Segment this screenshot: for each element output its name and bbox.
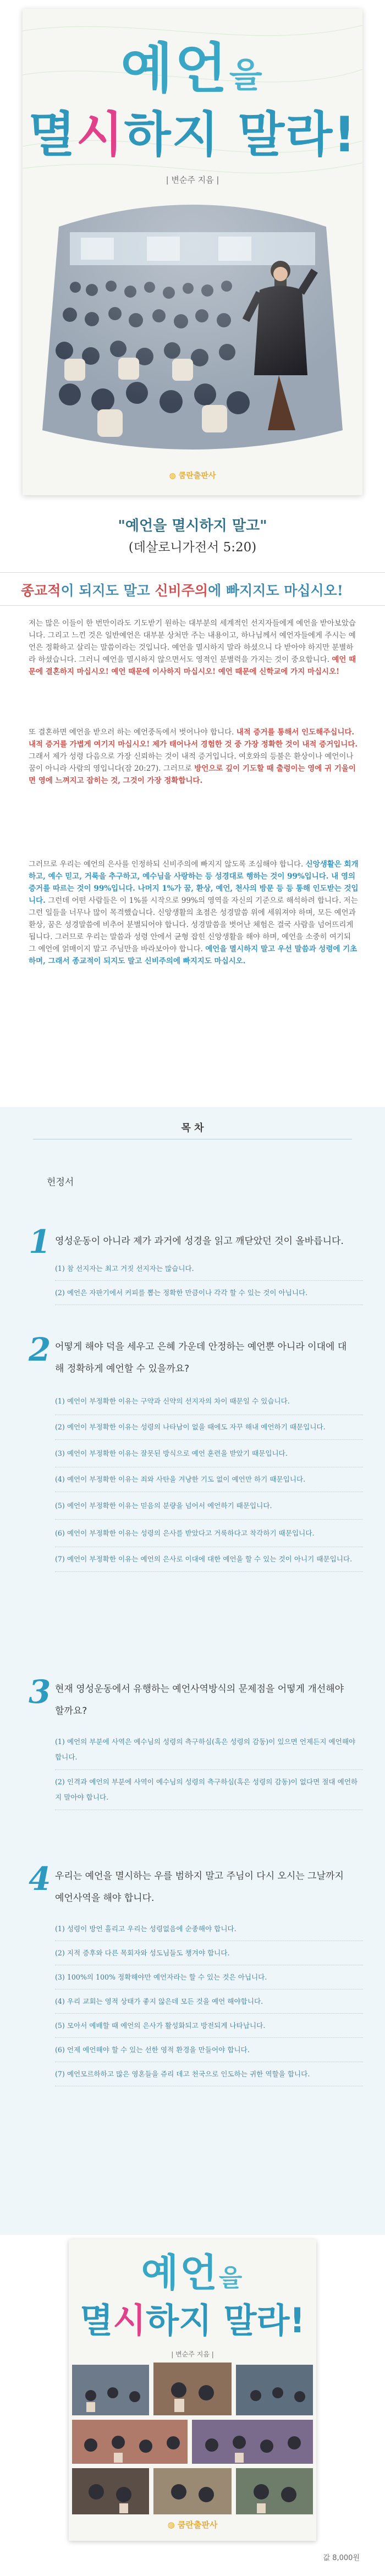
toc-item: (7) 예언이 부정확한 이유는 예언의 은사로 이대에 대한 예언을 할 수 있는 것이 아니기 때문입니다.: [55, 1547, 363, 1572]
toc-item: (4) 예언이 부정확한 이유는 죄와 사탄을 겨냥한 기도 없이 예언만 하기 때문입니다.: [55, 1467, 363, 1492]
verse-reference: (데살로니가전서 5:20): [128, 540, 257, 555]
toc-item: (1) 예언이 부정확한 이유는 구약과 신약의 선지자의 차이 때문일 수 있습니다.: [55, 1388, 363, 1415]
chapter-items: [55, 1388, 363, 1572]
chapter-number: 4: [29, 1860, 51, 1898]
toc-item: (2) 지적 증후와 다른 목회자와 성도님들도 챙겨야 합니다.: [55, 1941, 363, 1965]
kumran-logo-icon: ◍: [167, 2520, 178, 2530]
chapter-items: [55, 1730, 363, 1810]
divider: [0, 572, 385, 573]
headline: 종교적이 되지도 말고 신비주의에 빠지지도 마십시오!: [21, 583, 343, 599]
kumran-logo-icon: ◍: [169, 472, 179, 480]
toc-item: (3) 예언이 부정확한 이유는 잘못된 방식으로 예언 훈련을 받았기 때문입니다.: [55, 1440, 363, 1467]
toc-item: (2) 예언이 부정확한 이유는 성령의 나타남이 없을 때에도 자꾸 해내 예언하기 때문입니다.: [55, 1415, 363, 1440]
chapter-items: [55, 1257, 363, 1305]
toc-item: (4) 우리 교회는 영적 상태가 좋지 않은데 모든 것을 예언 해야합니다.: [55, 1989, 363, 2014]
toc-item: (5) 예언이 부정확한 이유는 믿음의 분량을 넘어서 예언하기 때문입니다.: [55, 1492, 363, 1520]
toc-item: (1) 예언의 부분에 사역은 예수님의 성령의 측구하심(혹은 성령의 감동)이 있으면 언제든지 예언해야 합니다.: [55, 1730, 363, 1770]
cover-title-line2: 멸시하지 말라!: [28, 106, 357, 163]
toc-item: (5) 모아서 예배할 때 예언의 은사가 활성화되고 방전되게 나타납니다.: [55, 2014, 363, 2038]
chapter-title: 어떻게 해야 덕을 세우고 은혜 가운데 안정하는 예언뿐 아니라 이대에 대해 정확하게 예언할 수 있을까요?: [55, 1341, 347, 1374]
price-label: 값 8,000원: [323, 2554, 360, 2562]
chapter-title: 우리는 예언을 멸시하는 우를 범하지 말고 주님이 다시 오시는 그날까지 예언사역을 해야 합니다.: [55, 1871, 344, 1904]
cover-title-line1: 예언을: [120, 37, 265, 100]
intro-paragraph-3: 그러므로 우리는 예언의 은사를 인정하되 신비주의에 빠지지 않도록 조심해야 합니다. 신앙생활은 회개하고, 예수 믿고, 거룩을 추구하고, 예수님을 사랑하는 등 성경대로 행하는 것이 99%입니다. 내 영의 증거를 따르는 것이 99%입니다. 나머지 1%가 꿈, 환상, 예언, 천사의 방문 등 등 통해 인도받는 것입니다. 그런데 어떤 사람들은 이 1%를 시작으로 99%의 영역을 자신의 기준으로 해석하려 합니다. 저는 그런 일들을 너무나 많이 목격했습니다. 신앙생활의 초점은 성경말씀 위에 세워져야 하며, 모든 예언과 환상, 꿈은 성경말씀에 비추어 분별되어야 합니다. 성경말씀을 벗어난 체험은 결국 사람을 넘어뜨리게 됩니다. 그러므로 우리는 말씀과 성령 안에서 균형 잡힌 신앙생활을 해야 하며, 예언을 소중히 여기되 그 예언에 얽매이지 말고 주님만을 바라보아야 합니다. 예언을 멸시하지 말고 우선 말씀과 성령에 기초하며, 그래서 종교적이 되지도 말고 신비주의에 빠지지도 마십시오.: [29, 860, 359, 966]
toc-item: (7) 예언모르하하고 많은 영혼들을 쥬리 데고 천국으로 인도하는 귀한 역할을 합니다.: [55, 2062, 363, 2086]
cover-title-line2: 멸시하지 말라!: [80, 2300, 305, 2341]
toc-item: (3) 100%의 100% 정확해야만 예언자라는 할 수 있는 것은 아닙니다.: [55, 1965, 363, 1989]
toc-item: (2) 인격과 예언의 부분에 사역이 예수님의 성령의 측구하심(혹은 성령의 감동)이 없다면 절대 예언하지 말아야 합니다.: [55, 1770, 363, 1810]
toc-item: (2) 예언은 자판기에서 커피를 뽑는 정확한 만큼이나 각각 할 수 있는 것이 아닙니다.: [55, 1281, 363, 1305]
cover-author: | 변순주 지음 |: [166, 175, 219, 185]
chapter-number: 2: [29, 1331, 51, 1368]
publisher-logo: ◍ 쿰란출판사: [169, 472, 216, 480]
divider: [0, 605, 385, 606]
worship-photo-collage: [69, 2363, 316, 2517]
chapter-number: 1: [29, 1223, 51, 1260]
toc-title: 목 차: [181, 1122, 204, 1134]
chapter-items: [55, 1917, 363, 2086]
toc-item: (1) 성령이 방언 흘리고 우리는 성령없음에 순종해야 합니다.: [55, 1917, 363, 1941]
intro-paragraph-1: 저는 많은 이들이 한 번만이라도 기도받기 원하는 대부분의 세계적인 선지자들에게 예언을 받아보았습니다. 그리고 느낀 것은 일반예언은 대부분 상처만 주는 내용이고, 하나님께서 예언자들에게 주시는 예언은 정확하고 살리는 말씀이라는 것입니다. 예언을 멸시하지 말라 하셨으니 다 받아야 하지만 분별하라 하셨습니다. 그러니 예언을 멸시하지 않으면서도 영적인 분별력을 가지는 것이 중요합니다. 예언 때문에 결혼하지 마십시오! 예언 때문에 이사하지 마십시오! 예언 때문에 신학교에 가지 마십시오!: [29, 619, 356, 676]
toc-item: (6) 예언이 부정확한 이유는 성령의 은사를 받았다고 거룩하다고 착각하기 때문입니다.: [55, 1520, 363, 1547]
toc-item: (6) 언제 예언해야 할 수 있는 선한 영적 환경을 만들어야 합니다.: [55, 2038, 363, 2062]
book-cover-small: [69, 2239, 316, 2541]
worship-crowd-photo: [37, 194, 348, 458]
cover-title-line1: 예언을: [141, 2250, 244, 2295]
cover-author: | 변순주 지음 |: [171, 2350, 214, 2358]
book-cover: [23, 9, 362, 495]
verse-quote: "예언을 멸시하지 말고": [118, 518, 267, 534]
publisher-logo: ◍ 쿰란출판사: [167, 2520, 218, 2530]
intro-paragraph-2: 또 결혼하면 예언을 받으러 하는 예언중독에서 벗어나야 합니다. 내적 증거를 통해서 인도해주십니다. 내적 증거를 가볍게 여기지 마십시오! 제가 태어나서 경험한 것 중 가장 정확한 것이 내적 증거입니다. 그래서 제가 성령 다음으로 가장 신뢰하는 것이 내적 증거입니다. 여호와의 등불은 환상이나 예언이나 꿈이 아니라 사람의 영입니다(잠 20:27). 그러므로 방언으로 깊이 기도할 때 출렁이는 영에 귀 기울이면 영에 느껴지고 잡히는 것, 그것이 가장 정확합니다.: [29, 728, 358, 785]
chapter-title: 현재 영성운동에서 유행하는 예언사역방식의 문제점을 어떻게 개선해야 할까요?: [55, 1684, 344, 1717]
chapter-number: 3: [29, 1673, 51, 1711]
chapter-title: 영성운동이 아니라 제가 과거에 성경을 읽고 깨닫았던 것이 올바릅니다.: [55, 1236, 344, 1247]
toc-item: (1) 참 선지자는 최고 거짓 선지자는 많습니다.: [55, 1257, 363, 1281]
toc-preface: 헌정서: [47, 1177, 74, 1188]
